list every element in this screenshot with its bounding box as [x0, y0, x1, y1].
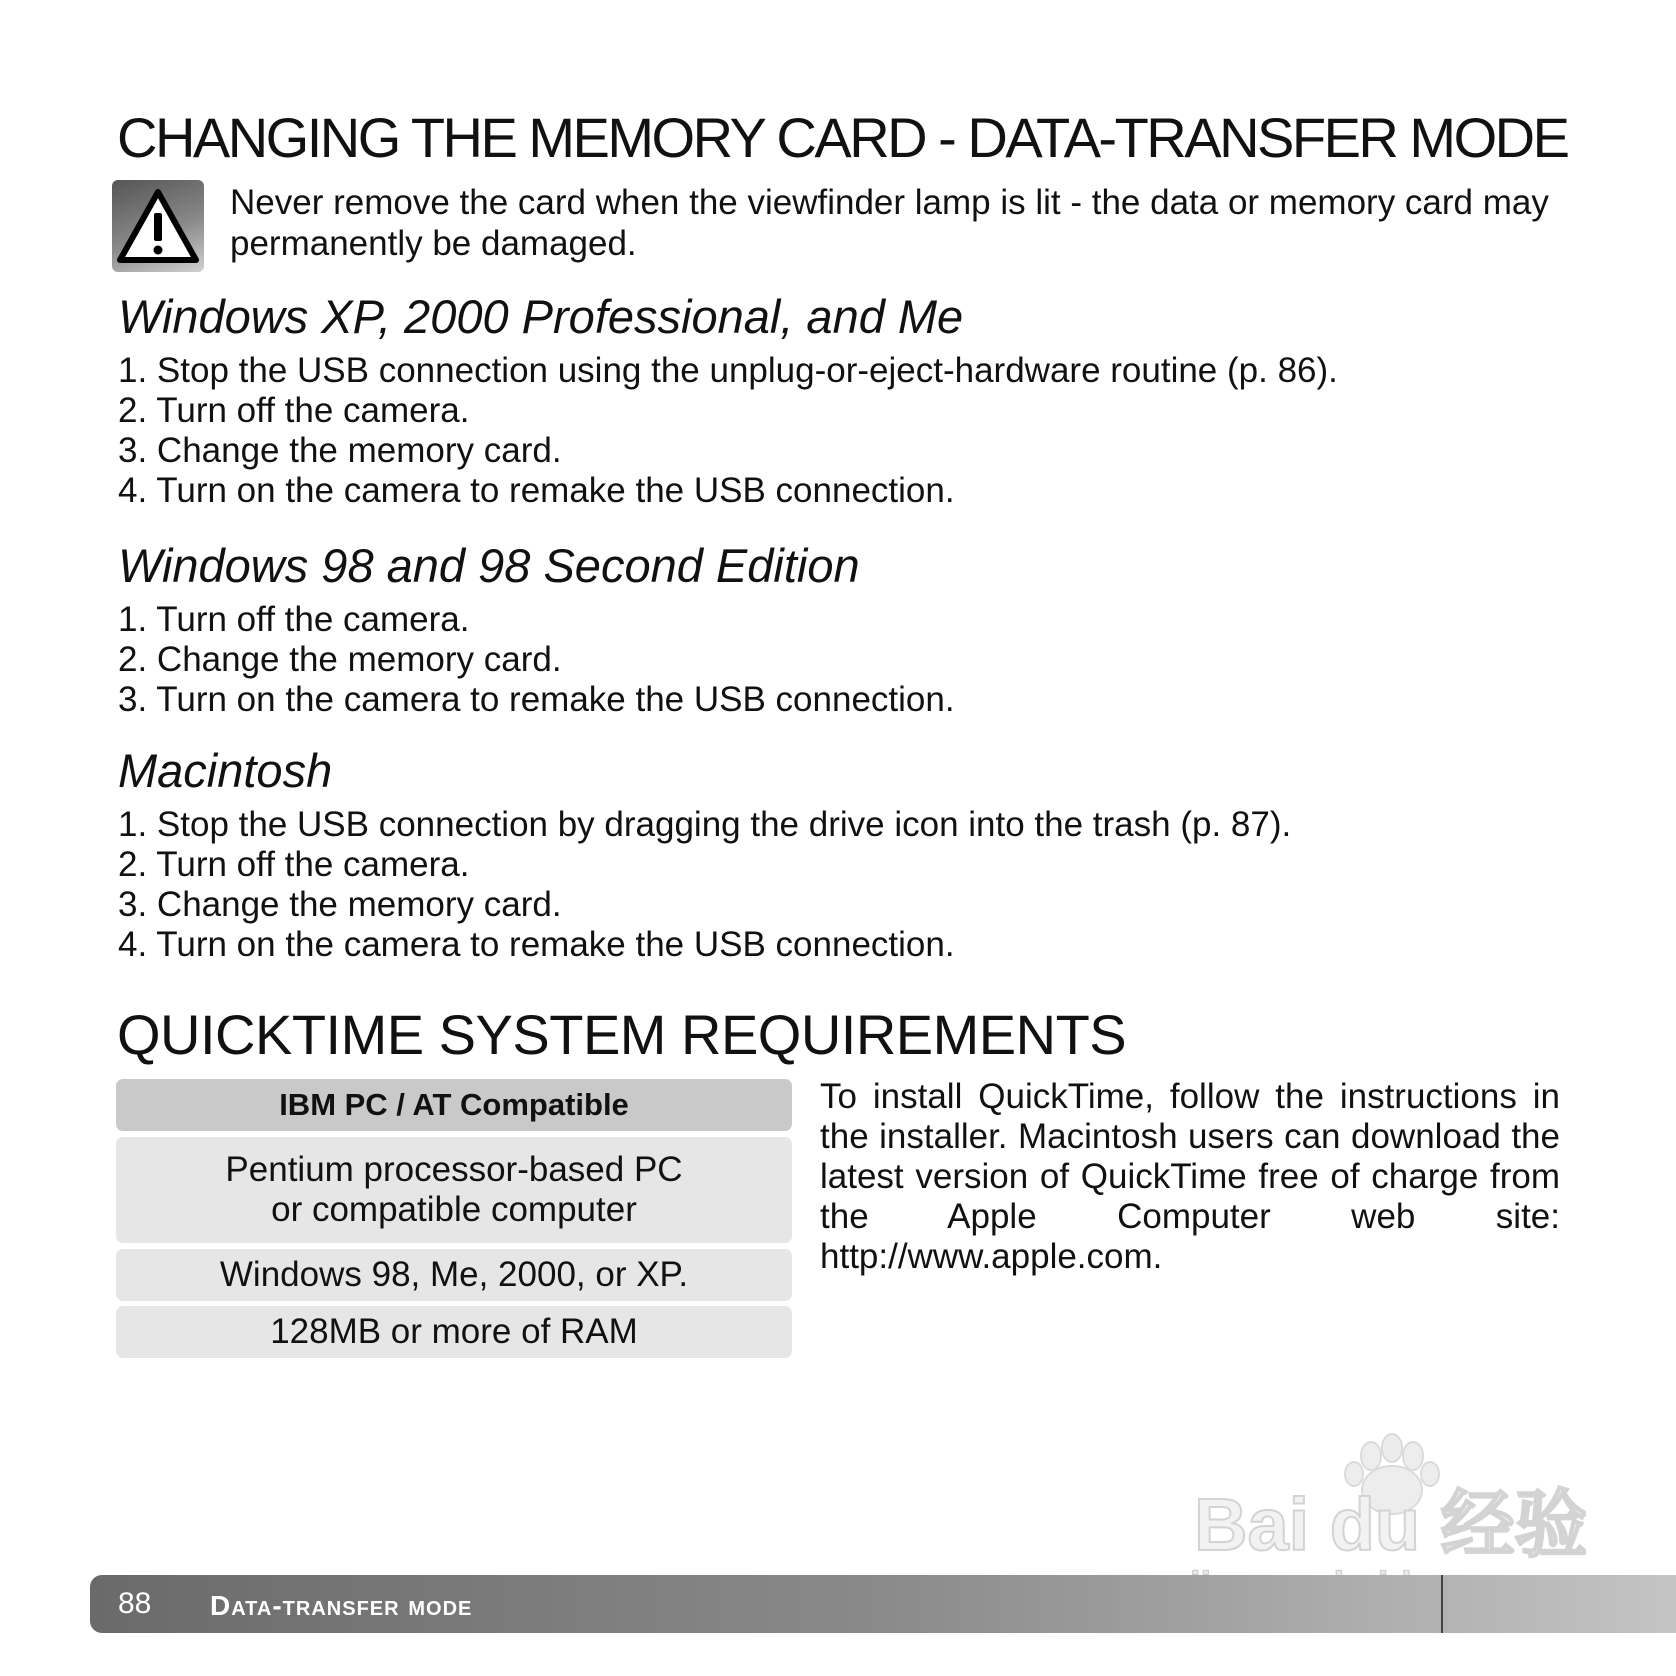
page-title: CHANGING THE MEMORY CARD - DATA-TRANSFER MODE: [117, 106, 1568, 169]
section-heading-mac: Macintosh: [118, 744, 333, 797]
step-item: 2. Turn off the camera.: [118, 845, 470, 884]
requirements-row-os: [116, 1249, 792, 1301]
page-number: 88: [118, 1587, 152, 1620]
step-item: 3. Change the memory card.: [118, 431, 562, 470]
step-item: 4. Turn on the camera to remake the USB connection.: [118, 471, 955, 510]
step-item: 1. Turn off the camera.: [118, 600, 470, 639]
section-heading-win98: Windows 98 and 98 Second Edition: [118, 539, 860, 592]
step-item: 1. Stop the USB connection by dragging the drive icon into the trash (p. 87).: [118, 805, 1292, 844]
requirements-header-label: IBM PC / AT Compatible: [279, 1087, 629, 1122]
steps-mac: [118, 805, 1291, 965]
step-item: 1. Stop the USB connection using the unplug-or-eject-hardware routine (p. 86).: [118, 351, 1338, 390]
steps-win98: [118, 600, 955, 720]
warning-triangle-icon: [112, 180, 204, 272]
requirements-cell: 128MB or more of RAM: [270, 1312, 638, 1351]
footer-divider: [1441, 1575, 1443, 1633]
watermark-brand: Bai du 经验: [1194, 1483, 1586, 1566]
requirements-table-header: [116, 1079, 792, 1131]
requirements-cell: or compatible computer: [271, 1190, 637, 1229]
quicktime-title: QUICKTIME SYSTEM REQUIREMENTS: [117, 1003, 1127, 1066]
quicktime-install-text: To install QuickTime, follow the instructions in the installer. Macintosh users can download the latest version of QuickTime free of charge from the Apple Computer web site: http://www.apple.com.: [820, 1077, 1560, 1276]
step-item: 4. Turn on the camera to remake the USB connection.: [118, 925, 955, 964]
requirements-row-ram: [116, 1306, 792, 1358]
warning-text: Never remove the card when the viewfinder lamp is lit - the data or memory card may permanently be damaged.: [230, 183, 1549, 263]
page-footer: [90, 1575, 1676, 1633]
section-heading-winxp: Windows XP, 2000 Professional, and Me: [118, 290, 964, 343]
footer-section-title: Data-transfer mode: [210, 1590, 473, 1621]
step-item: 3. Turn on the camera to remake the USB connection.: [118, 680, 955, 719]
requirements-cell: Pentium processor-based PC: [225, 1150, 683, 1189]
step-item: 2. Change the memory card.: [118, 640, 562, 679]
step-item: 3. Change the memory card.: [118, 885, 562, 924]
requirements-row-processor: [116, 1137, 792, 1243]
steps-winxp: [118, 351, 1338, 511]
requirements-cell: Windows 98, Me, 2000, or XP.: [219, 1255, 689, 1294]
step-item: 2. Turn off the camera.: [118, 391, 470, 430]
